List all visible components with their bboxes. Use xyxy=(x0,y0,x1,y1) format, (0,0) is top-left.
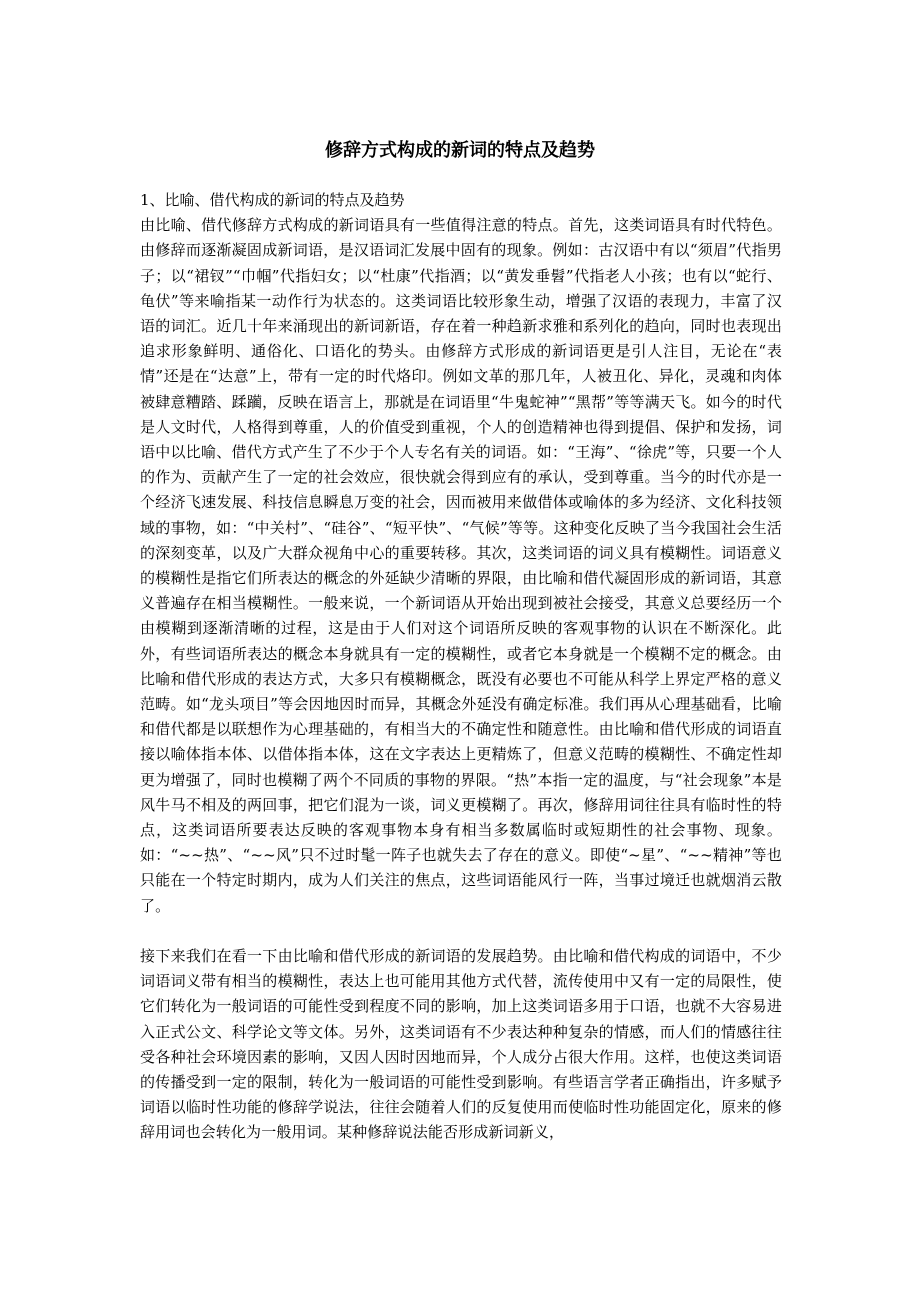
paragraph-trends: 接下来我们在看一下由比喻和借代形成的新词语的发展趋势。由比喻和借代构成的词语中，不少词语词义带有相当的模糊性，表达上也可能用其他方式代替，流传使用中又有一定的局限性，使它们转化为一般词语的可能性受到程度不同的影响，加上这类词语多用于口语，也就不大容易进入正式公文、科学论文等文体。另外，这类词语有不少表达种种复杂的情感，而人们的情感往往受各种社会环境因素的影响，又因人因时因地而异，个人成分占很大作用。这样，也使这类词语的传播受到一定的限制，转化为一般词语的可能性受到影响。有些语言学者正确指出，许多赋予词语以临时性功能的修辞学说法，往往会随着人们的反复使用而使临时性功能固定化，原来的修辞用词也会转化为一般用词。某种修辞说法能否形成新词新义， xyxy=(140,946,782,1142)
paragraph-gap xyxy=(140,919,782,944)
paragraph-features: 由比喻、借代修辞方式构成的新词语具有一些值得注意的特点。首先，这类词语具有时代特色。由修辞而逐渐凝固成新词语，是汉语词汇发展中固有的现象。例如：古汉语中有以“须眉”代指男子；以“裙钗”“巾帼”代指妇女；以“杜康”代指酒；以“黄发垂髫”代指老人小孩；也有以“蛇行、龟伏”等来喻指某一动作行为状态的。这类词语比较形象生动，增强了汉语的表现力，丰富了汉语的词汇。近几十年来涌现出的新词新语，存在着一种趋新求雅和系列化的趋向，同时也表现出追求形象鲜明、通俗化、口语化的势头。由修辞方式形成的新词语更是引人注目，无论在“表情”还是在“达意”上，带有一定的时代烙印。例如文革的那几年，人被丑化、异化，灵魂和肉体被肆意糟踏、蹂躏，反映在语言上，那就是在词语里“牛鬼蛇神”“黑帮”等等满天飞。如今的时代是人文时代，人格得到尊重，人的价值受到重视，个人的创造精神也得到提倡、保护和发扬，词语中以比喻、借代方式产生了不少于个人专名有关的词语。如：“王海”、“徐虎”等，只要一个人的作为、贡献产生了一定的社会效应，很快就会得到应有的承认，受到尊重。当今的时代亦是一个经济飞速发展、科技信息瞬息万变的社会，因而被用来做借体或喻体的多为经济、文化科技领域的事物，如：“中关村”、“硅谷”、“短平快”、“气候”等等。这种变化反映了当今我国社会生活的深刻变革，以及广大群众视角中心的重要转移。其次，这类词语的词义具有模糊性。词语意义的模糊性是指它们所表达的概念的外延缺少清晰的界限，由比喻和借代凝固形成的新词语，其意义普遍存在相当模糊性。一般来说，一个新词语从开始出现到被社会接受，其意义总要经历一个由模糊到逐渐清晰的过程，这是由于人们对这个词语所反映的客观事物的认识在不断深化。此外，有些词语所表达的概念本身就具有一定的模糊性，或者它本身就是一个模糊不定的概念。由比喻和借代形成的表达方式，大多只有模糊概念，既没有必要也不可能从科学上界定严格的意义范畴。如“龙头项目”等会因地因时而异，其概念外延没有确定标准。我们再从心理基础看，比喻和借代都是以联想作为心理基础的，有相当大的不确定性和随意性。由比喻和借代形成的词语直接以喻体指本体、以借体指本体，这在文字表达上更精炼了，但意义范畴的模糊性、不确定性却更为增强了，同时也模糊了两个不同质的事物的界限。“热”本指一定的温度，与“社会现象”本是风牛马不相及的两回事，把它们混为一谈，词义更模糊了。再次，修辞用词往往具有临时性的特点，这类词语所要表达反映的客观事物本身有相当多数属临时或短期性的社会事物、现象。如：“~~热”、“~~风”只不过时髦一阵子也就失去了存在的意义。即使“~星”、“~~精神”等也只能在一个特定时期内，成为人们关注的焦点，这些词语能风行一阵，当事过境迁也就烟消云散了。 xyxy=(140,216,782,915)
section-heading: 1、比喻、借代构成的新词的特点及趋势 xyxy=(140,191,405,209)
document-title: 修辞方式构成的新词的特点及趋势 xyxy=(325,140,595,161)
document-body xyxy=(140,188,782,1146)
